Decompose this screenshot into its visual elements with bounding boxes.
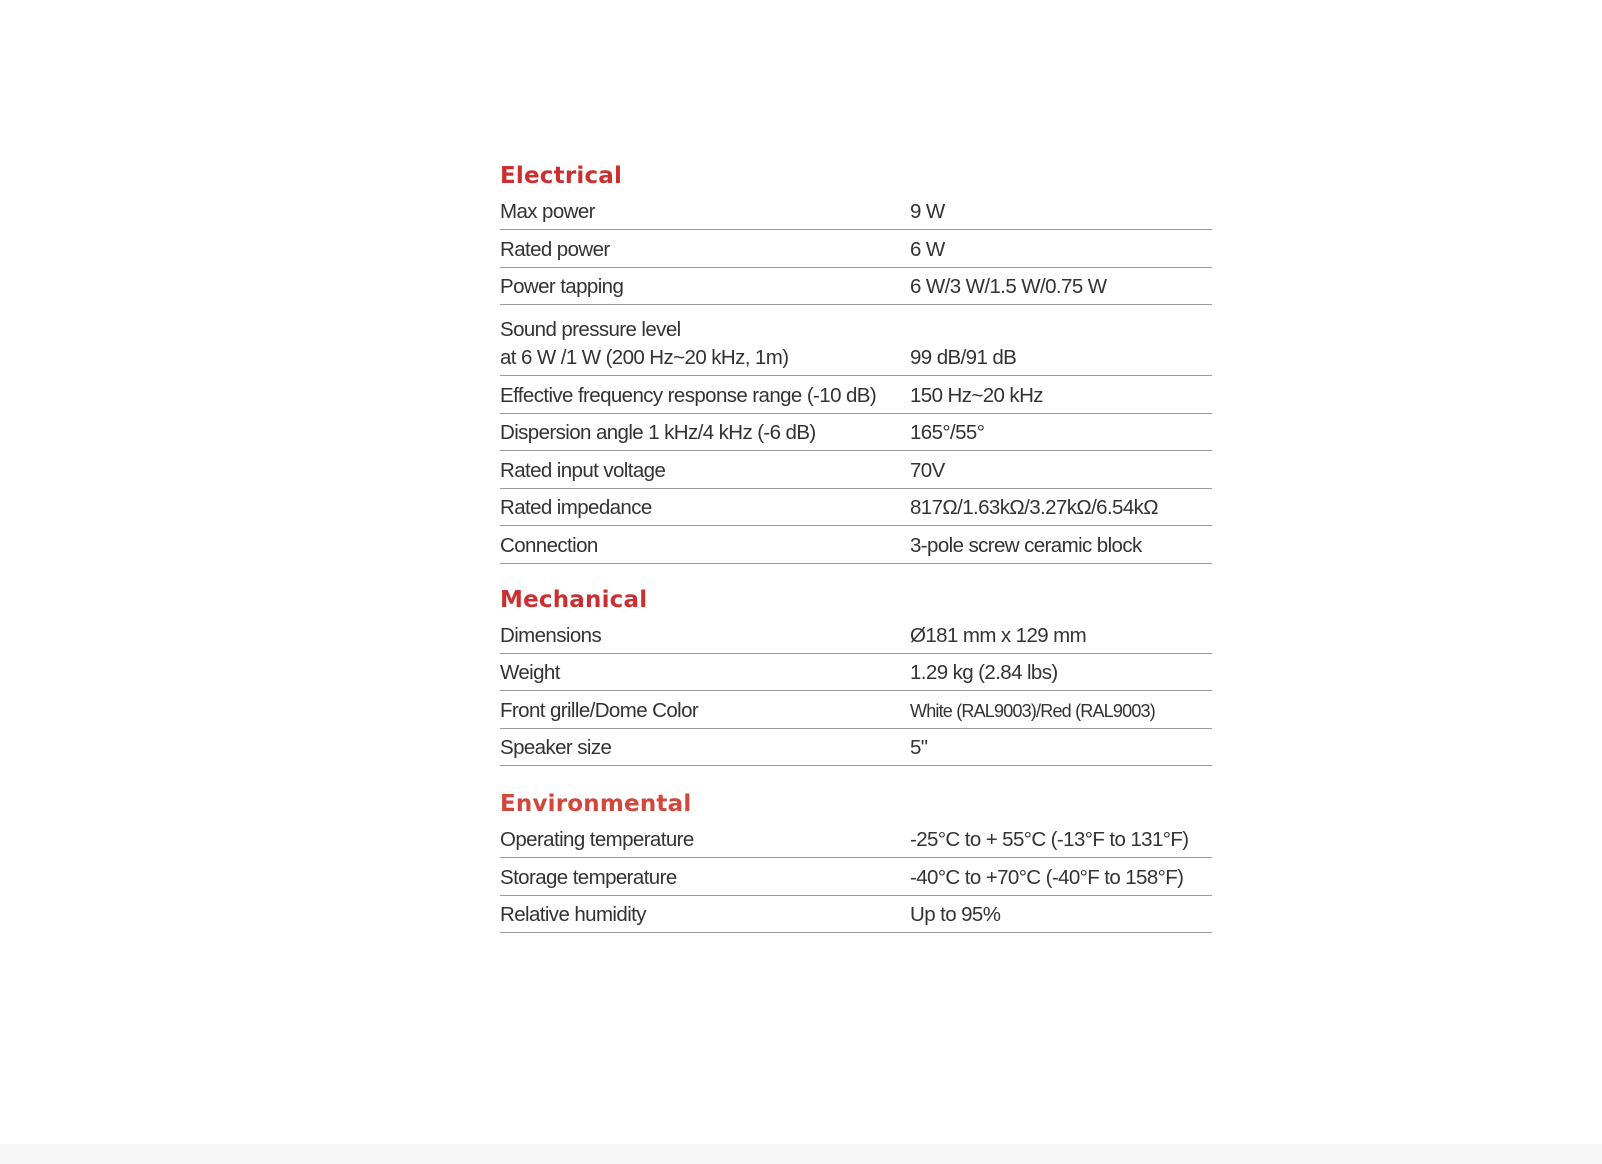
table-row [500, 526, 1212, 564]
table-row [500, 488, 1212, 526]
spec-label: Power tapping [500, 267, 910, 305]
spec-value: 9 W [910, 192, 1212, 230]
electrical-table [500, 192, 1212, 564]
table-row [500, 820, 1212, 858]
spec-label: Rated power [500, 230, 910, 268]
spec-label [500, 305, 910, 376]
spec-sheet [500, 160, 1212, 933]
spec-label: Relative humidity [500, 895, 910, 933]
spec-value: 70V [910, 451, 1212, 489]
section-title-environmental: Environmental [500, 791, 692, 817]
table-row [500, 895, 1212, 933]
table-row [500, 691, 1212, 729]
spec-value: 99 dB/91 dB [910, 305, 1212, 376]
spec-value: -25°C to + 55°C (-13°F to 131°F) [910, 820, 1212, 858]
spec-value: 165°/55° [910, 413, 1212, 451]
table-row [500, 192, 1212, 230]
spec-label: Rated input voltage [500, 451, 910, 489]
section-gap [500, 564, 1212, 584]
section-gap [500, 766, 1212, 788]
spec-label: Rated impedance [500, 488, 910, 526]
spec-label: Dimensions [500, 616, 910, 654]
spec-label: Max power [500, 192, 910, 230]
spec-value: Up to 95% [910, 895, 1212, 933]
spec-label: Operating temperature [500, 820, 910, 858]
table-row [500, 267, 1212, 305]
table-row [500, 413, 1212, 451]
table-row [500, 616, 1212, 654]
spec-value: -40°C to +70°C (-40°F to 158°F) [910, 858, 1212, 896]
spec-label: Speaker size [500, 728, 910, 766]
spec-value: Ø181 mm x 129 mm [910, 616, 1212, 654]
section-title-electrical: Electrical [500, 163, 623, 189]
spec-label: Storage temperature [500, 858, 910, 896]
spec-value: 150 Hz~20 kHz [910, 376, 1212, 414]
environmental-table [500, 820, 1212, 933]
table-row [500, 858, 1212, 896]
spec-label: Weight [500, 653, 910, 691]
table-row [500, 230, 1212, 268]
spec-value: 5" [910, 728, 1212, 766]
spec-label-line-2: at 6 W /1 W (200 Hz~20 kHz, 1m) [500, 346, 789, 369]
table-row [500, 451, 1212, 489]
spec-value: 6 W/3 W/1.5 W/0.75 W [910, 267, 1212, 305]
table-row [500, 305, 1212, 376]
spec-value: 1.29 kg (2.84 lbs) [910, 653, 1212, 691]
section-title-mechanical: Mechanical [500, 586, 648, 613]
spec-value: White (RAL9003)/Red (RAL9003) [910, 691, 1212, 729]
spec-label: Connection [500, 526, 910, 564]
spec-label-line-1: Sound pressure level [500, 318, 681, 341]
mechanical-table [500, 616, 1212, 767]
page-bottom-band [0, 1144, 1602, 1164]
spec-value: 3-pole screw ceramic block [910, 526, 1212, 564]
spec-label: Front grille/Dome Color [500, 691, 910, 729]
table-row [500, 728, 1212, 766]
spec-value: 817Ω/1.63kΩ/3.27kΩ/6.54kΩ [910, 488, 1212, 526]
spec-label: Dispersion angle 1 kHz/4 kHz (-6 dB) [500, 413, 910, 451]
spec-label: Effective frequency response range (-10 dB) [500, 376, 910, 414]
table-row [500, 653, 1212, 691]
table-row [500, 376, 1212, 414]
spec-value: 6 W [910, 230, 1212, 268]
